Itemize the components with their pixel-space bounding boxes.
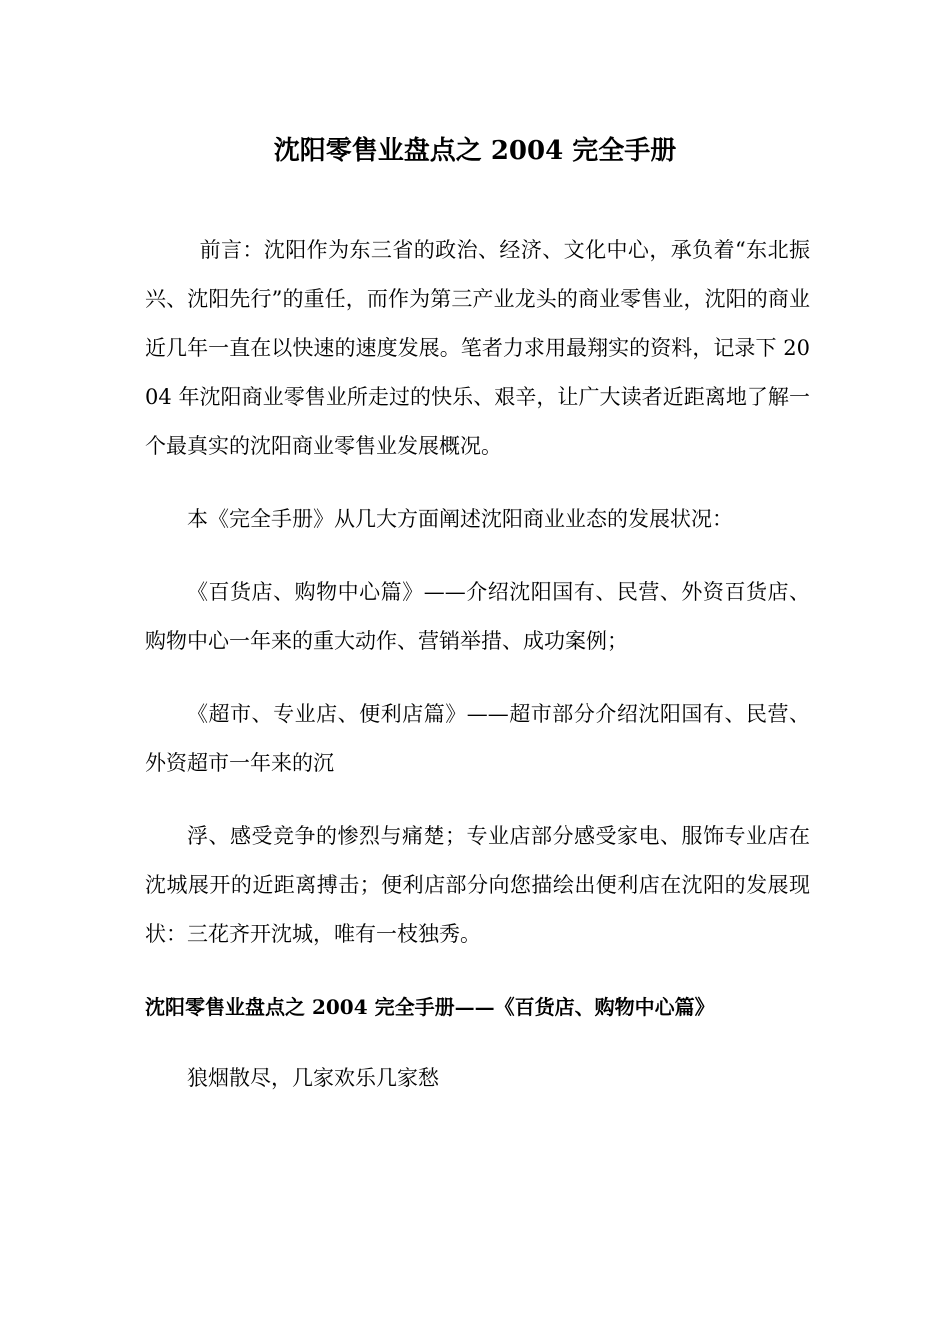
department-store-paragraph: 《百货店、购物中心篇》——介绍沈阳国有、民营、外资百货店、购物中心一年来的重大动作、营销举措、成功案例；	[145, 580, 810, 653]
document-title: 沈阳零售业盘点之 2004 完全手册	[273, 136, 677, 166]
specialty-store-paragraph: 浮、感受竞争的惨烈与痛楚；专业店部分感受家电、服饰专业店在沈城展开的近距离搏击；便利店部分向您描绘出便利店在沈阳的发展现状：三花齐开沈城，唯有一枝独秀。	[145, 824, 810, 946]
document-body	[145, 226, 810, 1127]
supermarket-paragraph: 《超市、专业店、便利店篇》——超市部分介绍沈阳国有、民营、外资超市一年来的沉	[145, 702, 810, 775]
preface-paragraph: 前言：沈阳作为东三省的政治、经济、文化中心，承负着“东北振兴、沈阳先行”的重任，而作为第三产业龙头的商业零售业，沈阳的商业近几年一直在以快速的速度发展。笔者力求用最翔实的资料，记录下 2004 年沈阳商业零售业所走过的快乐、艰辛，让广大读者近距离地了解一个最真实的沈阳商业零售业发展概况。	[145, 238, 810, 458]
overview-paragraph: 本《完全手册》从几大方面阐述沈阳商业业态的发展状况：	[187, 507, 733, 531]
section-heading: 沈阳零售业盘点之 2004 完全手册——《百货店、购物中心篇》	[145, 995, 715, 1019]
section-subheading: 狼烟散尽，几家欢乐几家愁	[187, 1066, 439, 1090]
